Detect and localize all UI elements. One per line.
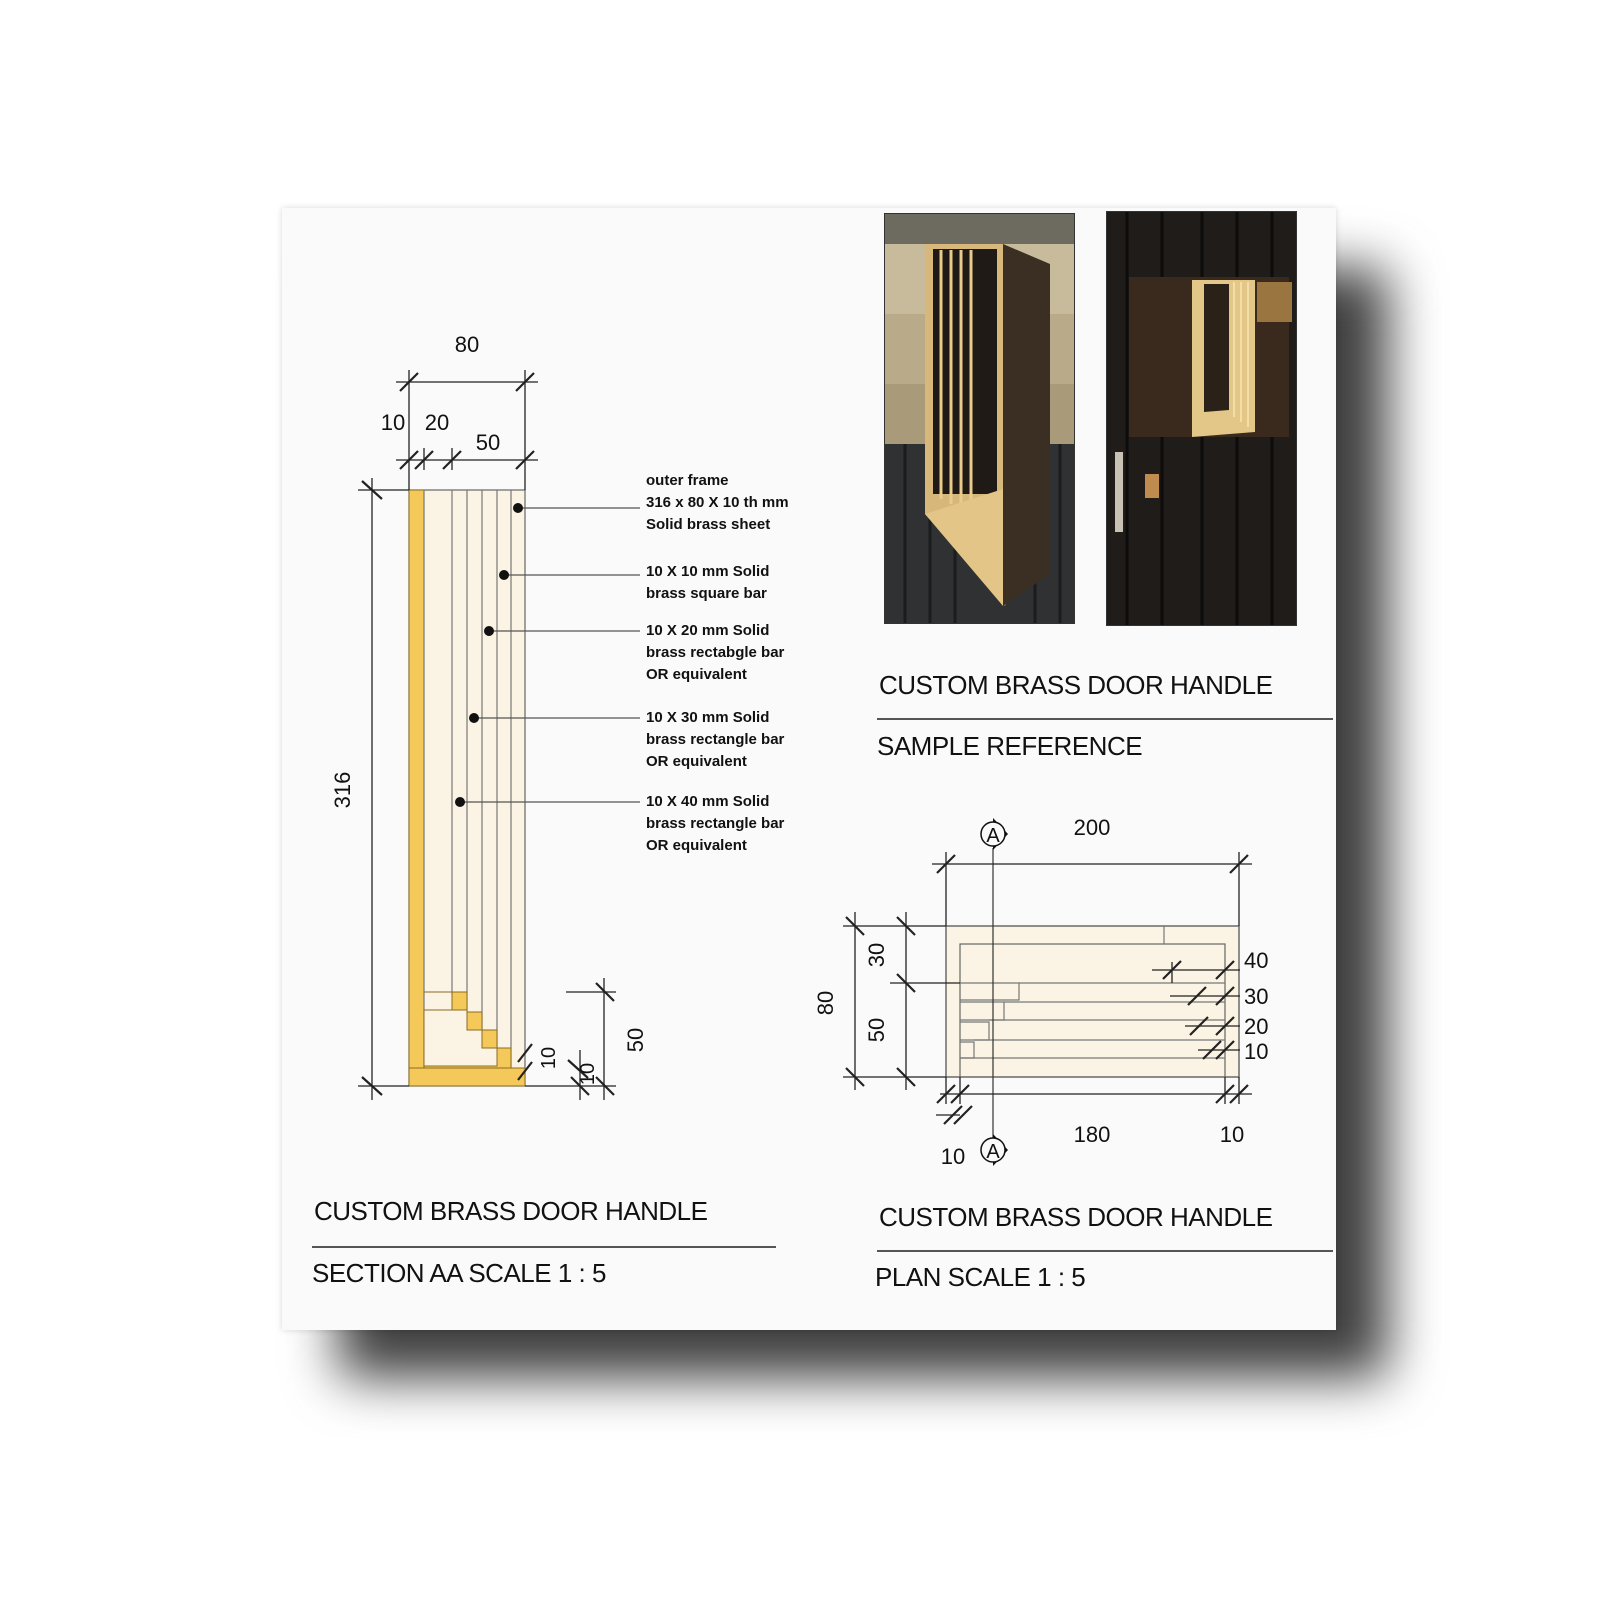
plan-dim-80: 80 [813, 990, 838, 1016]
note-30mm-bar: 10 X 30 mm Solid brass rectangle bar OR equivalent [646, 709, 785, 770]
svg-text:A: A [986, 825, 1000, 847]
note-square-bar: 10 X 10 mm Solid brass square bar [646, 563, 770, 602]
plan-title-rule [877, 1250, 1333, 1252]
section-marker-icon [981, 1134, 1008, 1166]
plan-dim-20: 20 [1244, 1014, 1269, 1039]
dim-10: 10 [380, 410, 406, 435]
note-outer-frame: outer frame 316 x 80 X 10 th mm Solid brass sheet [646, 472, 789, 533]
dim-316: 316 [330, 771, 355, 809]
note-20mm-bar: 10 X 20 mm Solid brass rectabgle bar OR equivalent [646, 622, 785, 683]
reference-title: CUSTOM BRASS DOOR HANDLE [879, 670, 1273, 700]
plan-dim-180: 180 [1073, 1122, 1111, 1147]
plan-title: CUSTOM BRASS DOOR HANDLE [879, 1202, 1273, 1232]
plan-dim-r30: 30 [1244, 984, 1269, 1009]
plan-dim-10: 10 [1244, 1039, 1269, 1064]
plan-dim-b10-right: 10 [1219, 1122, 1245, 1147]
dim-20: 20 [424, 410, 450, 435]
svg-text:A: A [986, 1141, 1000, 1163]
plan-subtitle: PLAN SCALE 1 : 5 [875, 1262, 1086, 1292]
section-subtitle: SECTION AA SCALE 1 : 5 [312, 1258, 606, 1288]
dim-80: 80 [454, 332, 480, 357]
dim-bottom-10a: 10 [538, 1046, 560, 1070]
plan-dim-200: 200 [1073, 815, 1111, 840]
note-40mm-bar: 10 X 40 mm Solid brass rectangle bar OR equivalent [646, 793, 785, 854]
section-marker-icon [981, 818, 1008, 850]
plan-dim-40: 40 [1244, 948, 1269, 973]
section-title: CUSTOM BRASS DOOR HANDLE [314, 1196, 708, 1226]
dim-50: 50 [475, 430, 501, 455]
dim-bottom-50: 50 [623, 1027, 648, 1053]
plan-dim-b10-left: 10 [940, 1144, 966, 1169]
dim-bottom-10b: 10 [577, 1062, 599, 1086]
reference-subtitle: SAMPLE REFERENCE [877, 731, 1143, 761]
plan-dim-50: 50 [864, 1017, 889, 1043]
plan-dim-30: 30 [864, 942, 889, 968]
